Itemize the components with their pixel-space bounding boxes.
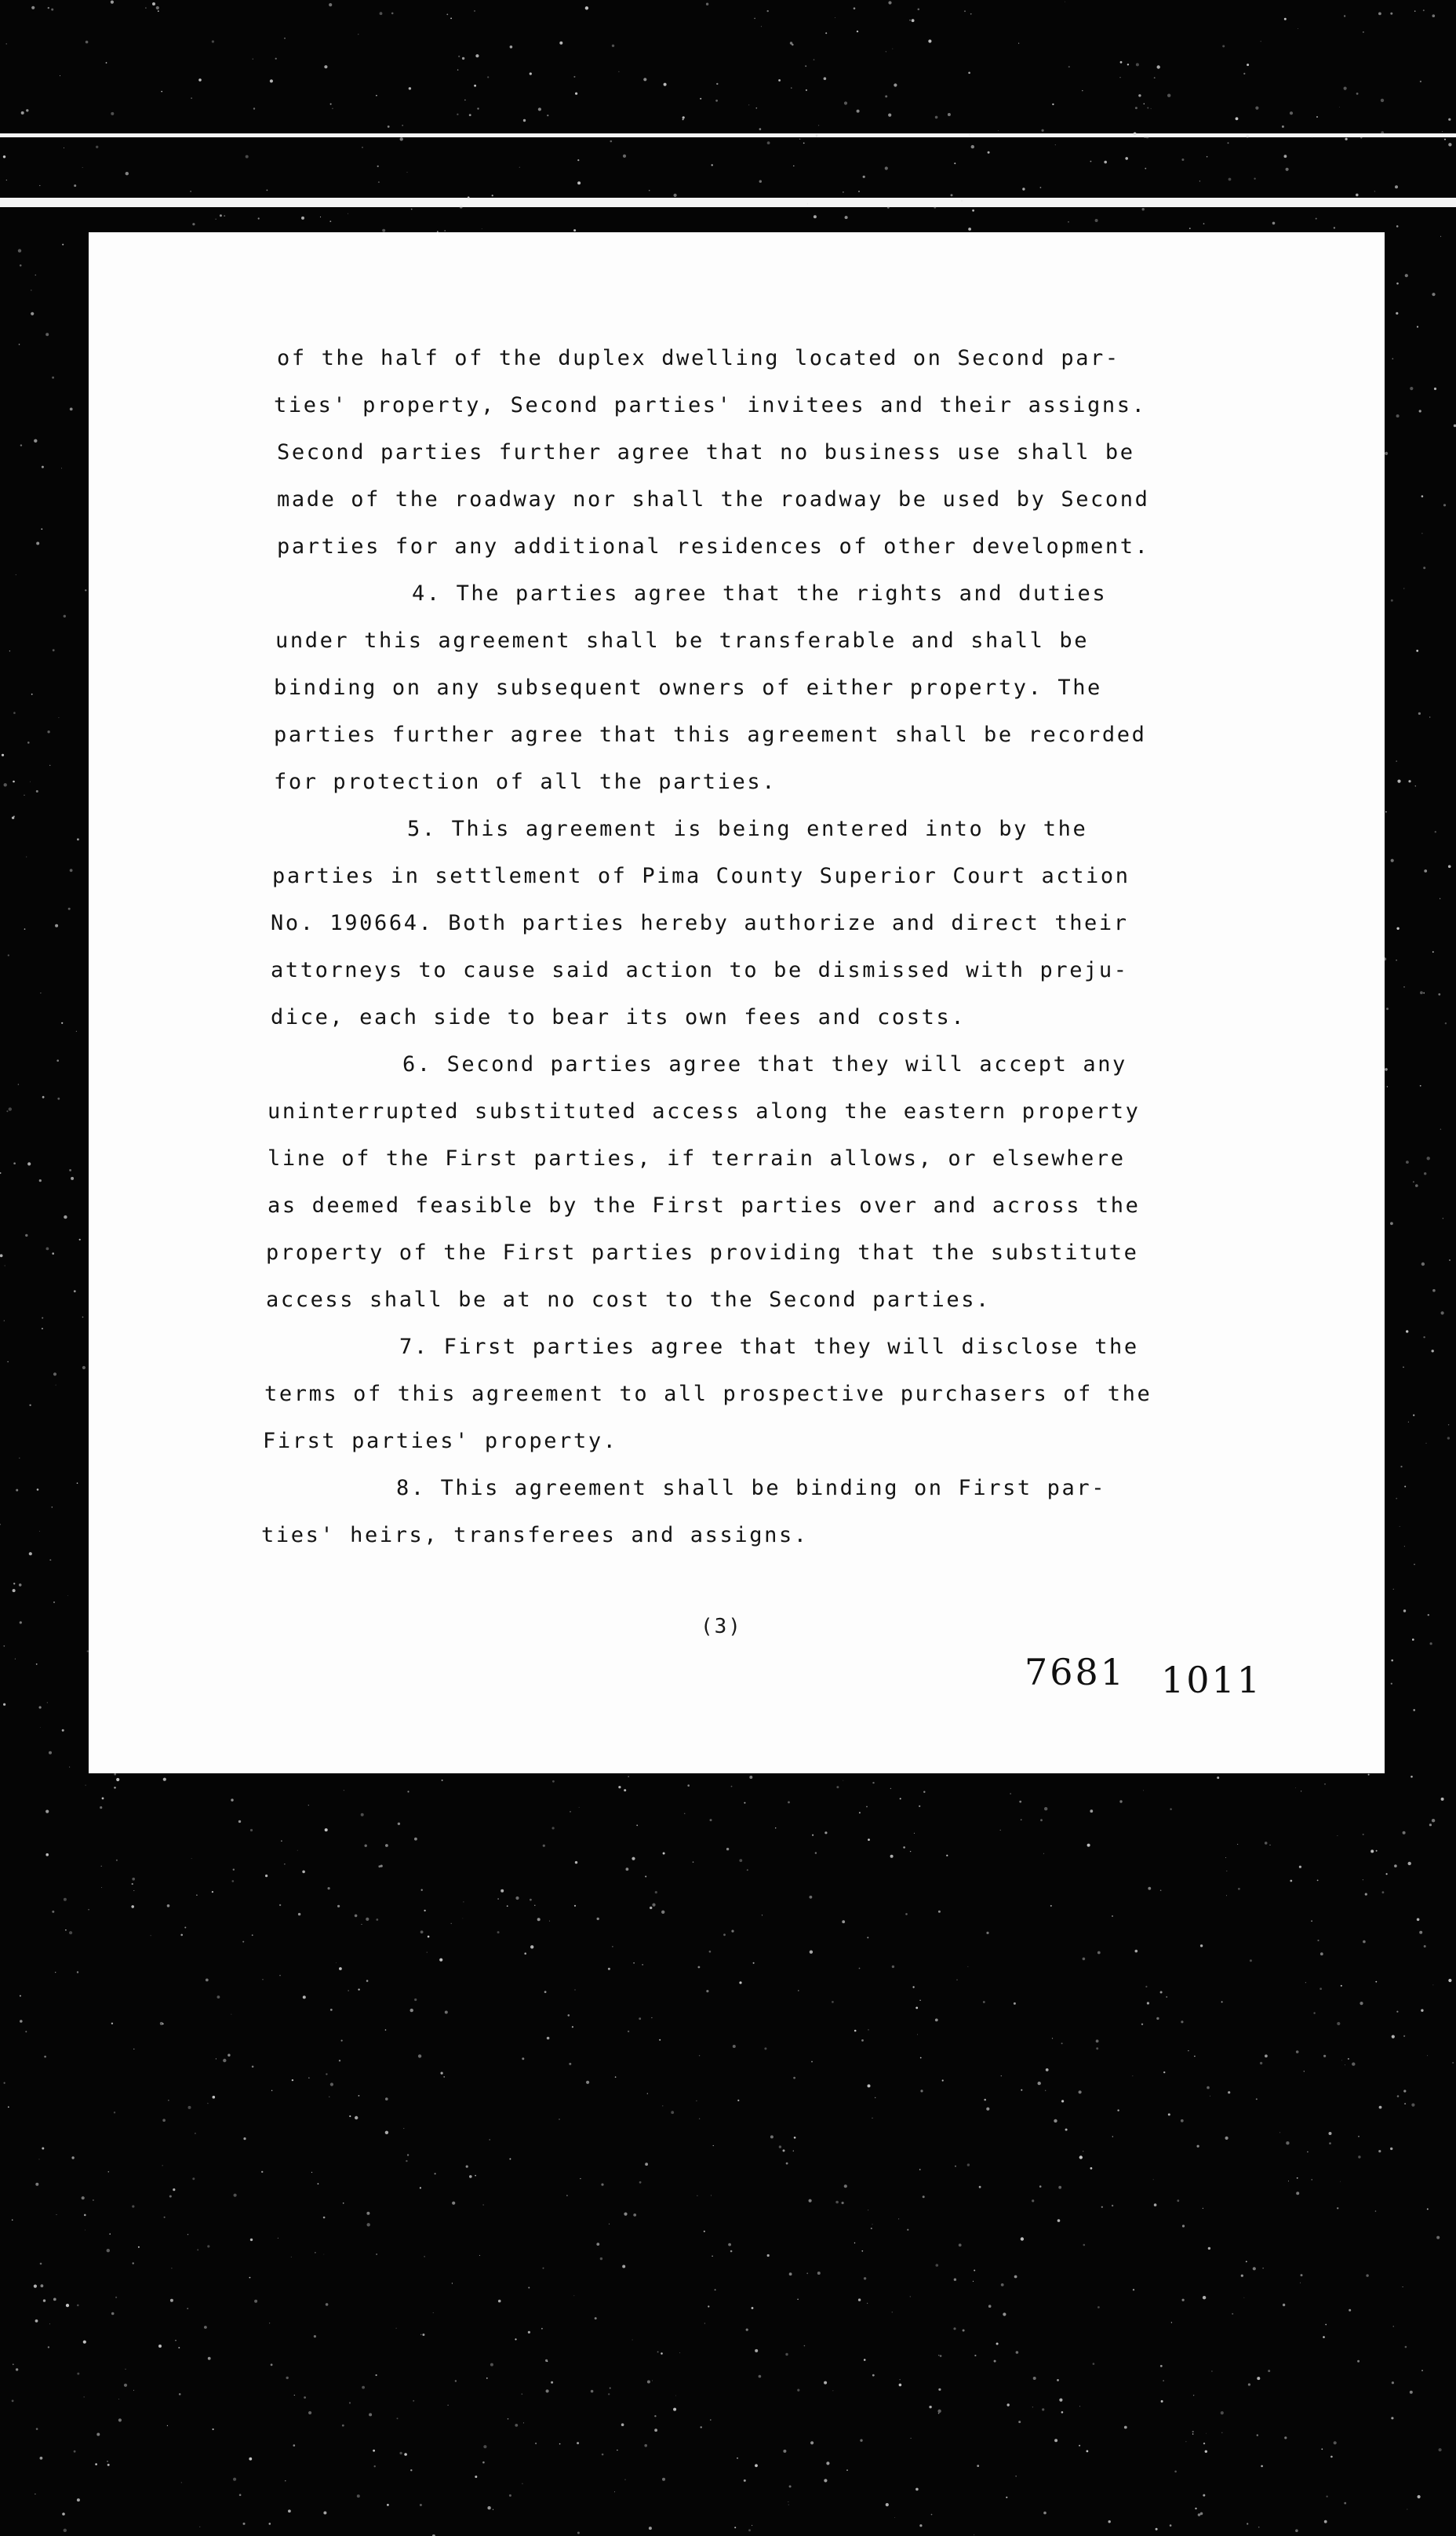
recording-number-left: 7681	[1025, 1651, 1127, 1693]
document-page	[89, 232, 1385, 1773]
text-line: under this agreement shall be transferable and shall be	[275, 629, 1090, 653]
text-line: parties in settlement of Pima County Superior Court action	[272, 864, 1130, 888]
text-line: dice, each side to bear its own fees and costs.	[271, 1005, 966, 1029]
text-line: access shall be at no cost to the Second parties.	[266, 1288, 991, 1312]
text-line: for protection of all the parties.	[274, 770, 777, 794]
text-line: ties' heirs, transferees and assigns.	[261, 1523, 809, 1547]
text-line: First parties' property.	[263, 1429, 618, 1453]
text-line: parties for any additional residences of other development.	[277, 534, 1150, 559]
text-line: ties' property, Second parties' invitees and their assigns.	[274, 393, 1147, 417]
text-line: uninterrupted substituted access along the eastern property	[268, 1099, 1141, 1124]
paragraph-5-start: 5. This agreement is being entered into by the	[407, 817, 1088, 841]
text-line: parties further agree that this agreement shall be recorded	[274, 723, 1147, 747]
paragraph-7-start: 7. First parties agree that they will disclose the	[399, 1335, 1139, 1359]
paragraph-8-start: 8. This agreement shall be binding on First par-	[396, 1476, 1107, 1500]
scan-artifact-band	[0, 198, 1456, 207]
page-number: (3)	[701, 1615, 742, 1638]
text-line: binding on any subsequent owners of either property. The	[274, 676, 1102, 700]
text-line: made of the roadway nor shall the roadway be used by Second	[277, 487, 1150, 512]
paragraph-6-start: 6. Second parties agree that they will accept any	[402, 1052, 1127, 1077]
recording-number-right: 1011	[1161, 1659, 1263, 1701]
text-line: attorneys to cause said action to be dismissed with preju-	[271, 958, 1129, 982]
paragraph-4-start: 4. The parties agree that the rights and duties	[412, 581, 1108, 606]
scan-artifact-line	[0, 133, 1456, 137]
text-line: line of the First parties, if terrain allows, or elsewhere	[268, 1146, 1126, 1171]
text-line: of the half of the duplex dwelling located on Second par-	[277, 346, 1120, 370]
text-line: No. 190664. Both parties hereby authorize and direct their	[271, 911, 1129, 935]
text-line: Second parties further agree that no business use shall be	[277, 440, 1135, 465]
text-line: terms of this agreement to all prospective purchasers of the	[264, 1382, 1152, 1406]
text-line: property of the First parties providing that the substitute	[266, 1241, 1139, 1265]
text-line: as deemed feasible by the First parties over and across the	[268, 1193, 1141, 1218]
